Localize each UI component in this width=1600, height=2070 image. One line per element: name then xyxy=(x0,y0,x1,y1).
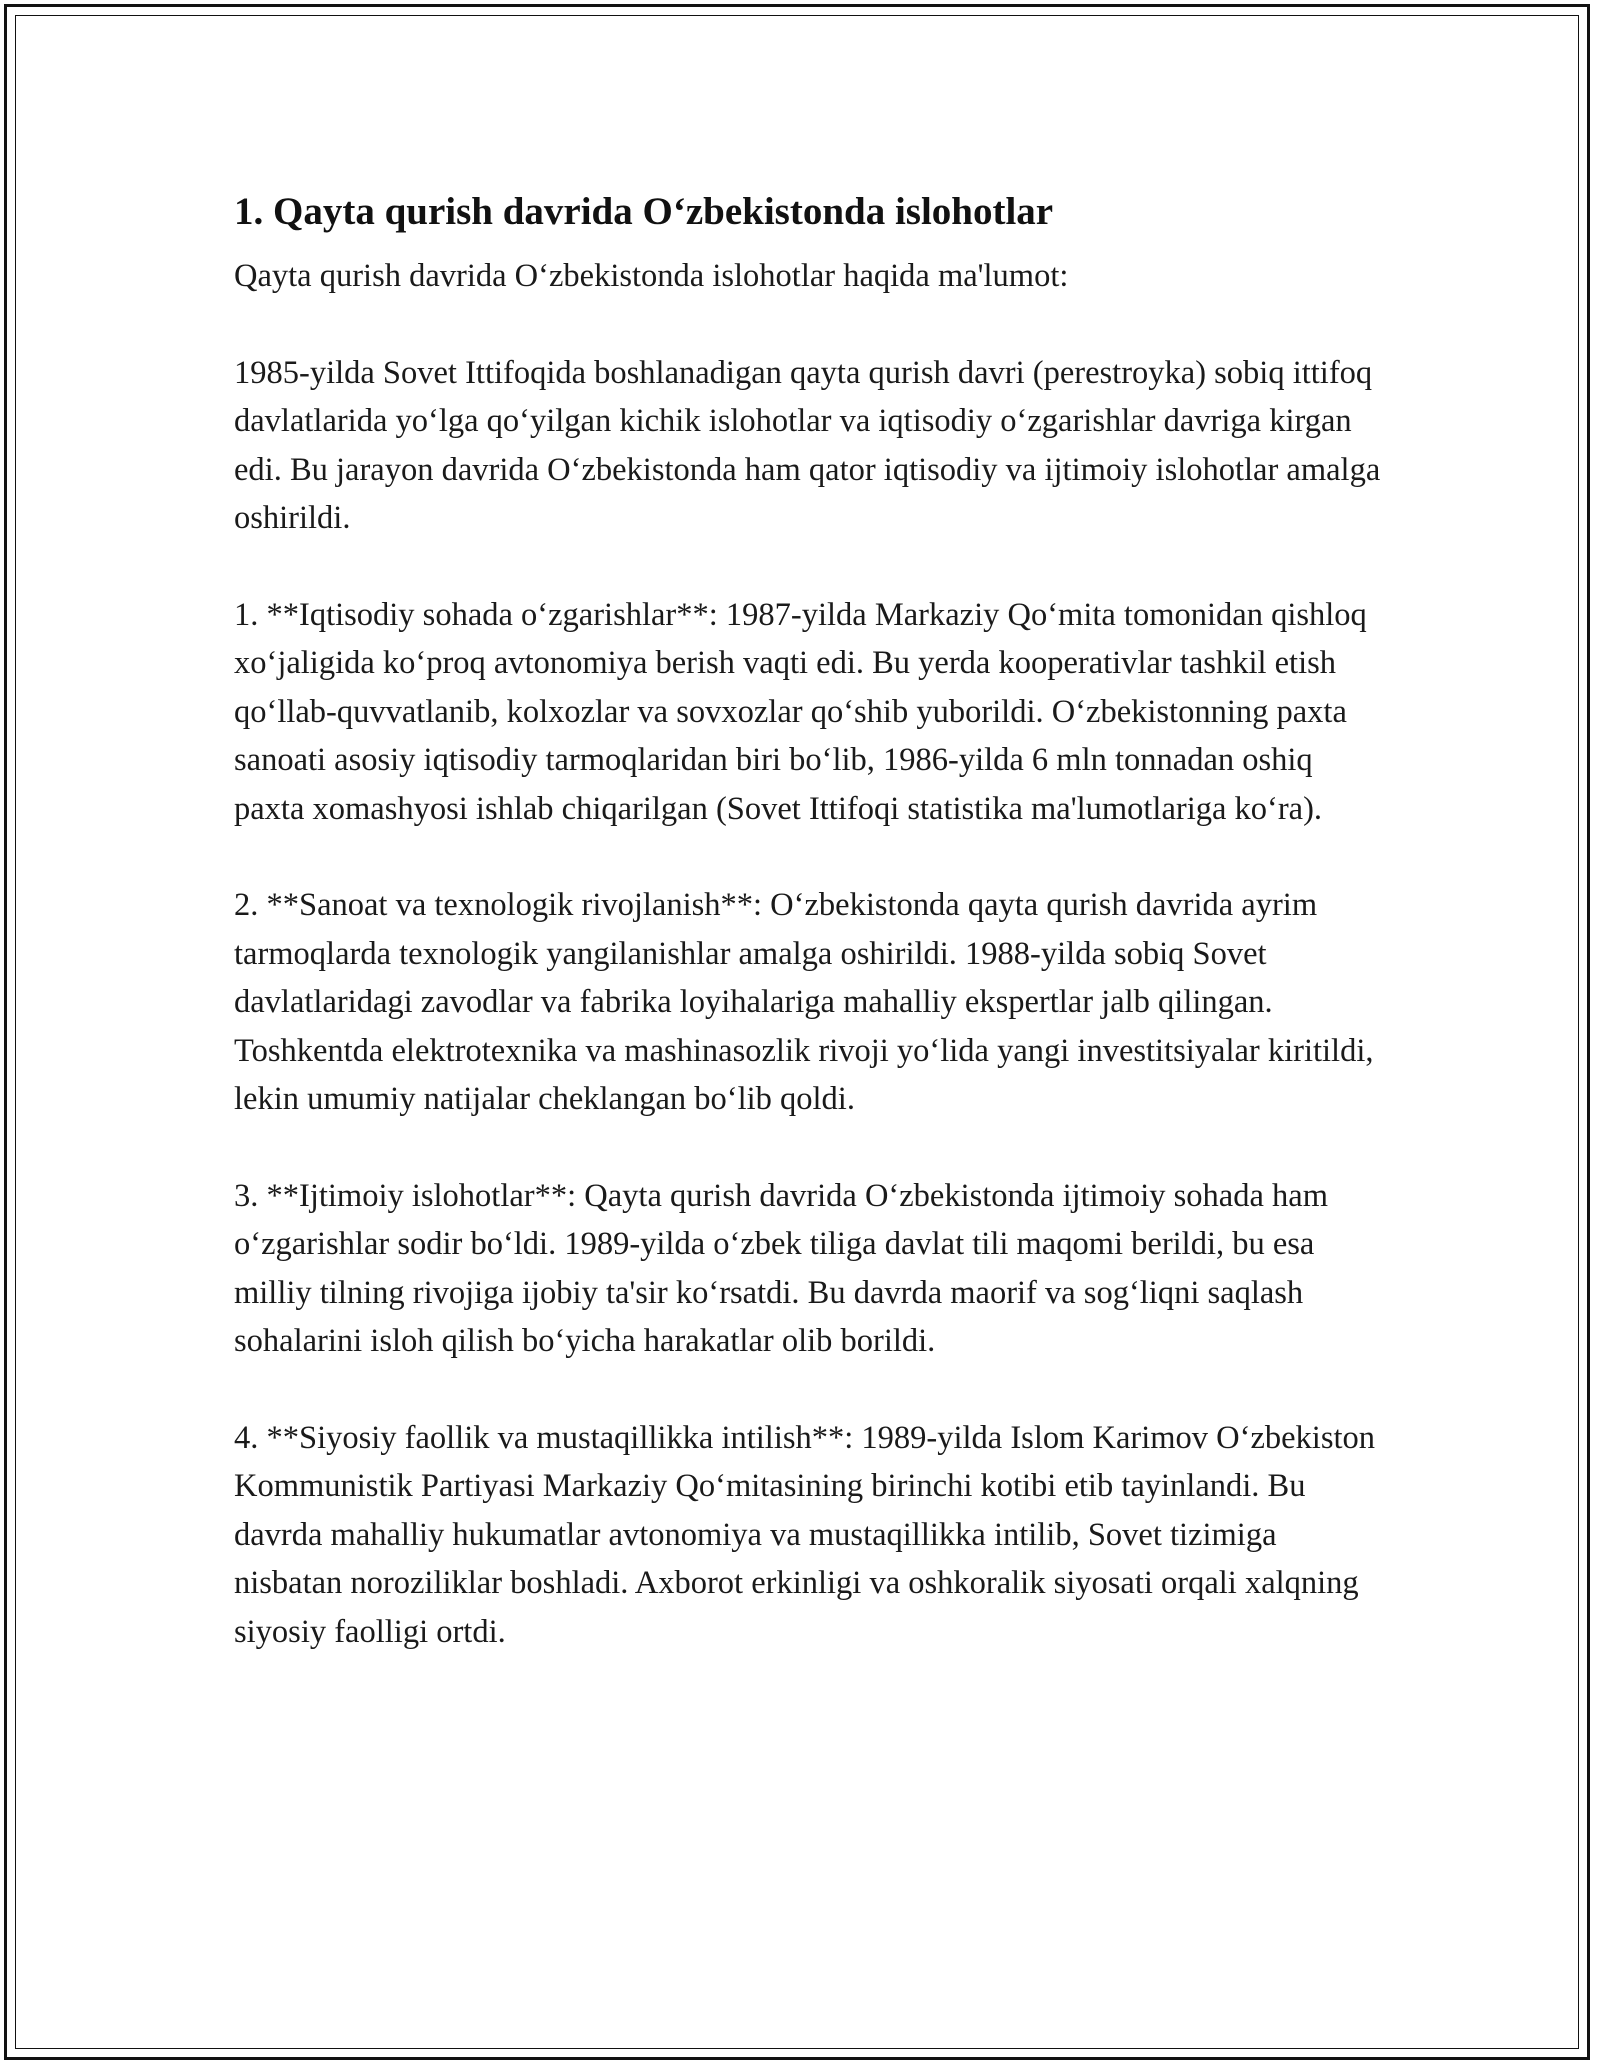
paragraph-social-reforms: 3. **Ijtimoiy islohotlar**: Qayta qurish davrida O‘zbekistonda ijtimoiy sohada ham o‘zgarishlar sodir bo‘ldi. 1989-yilda o‘zbek tiliga davlat tili maqomi berildi, bu esa milliy tilning rivojiga ijobiy ta'sir ko‘rsatdi. Bu davrda maorif va sog‘liqni saqlash sohalarini isloh qilish bo‘yicha harakatlar olib borildi. xyxy=(234,1177,1328,1359)
paragraph-overview: 1985-yilda Sovet Ittifoqida boshlanadigan qayta qurish davri (perestroyka) sobiq ittifoq davlatlarida yo‘lga qo‘yilgan kichik islohotlar va iqtisodiy o‘zgarishlar davriga kirgan edi. Bu jarayon davrida O‘zbekistonda ham qator iqtisodiy va ijtimoiy islohotlar amalga oshirildi. xyxy=(234,354,1381,536)
paragraph-political-activity: 4. **Siyosiy faollik va mustaqillikka intilish**: 1989-yilda Islom Karimov O‘zbekiston Kommunistik Partiyasi Markaziy Qo‘mitasining birinchi kotibi etib tayinlandi. Bu davrda mahalliy hukumatlar avtonomiya va mustaqillikka intilib, Sovet tizimiga nisbatan noroziliklar boshladi. Axborot erkinligi va oshkoralik siyosati orqali xalqning siyosiy faolligi ortdi. xyxy=(234,1419,1376,1650)
document-body xyxy=(234,186,1384,1704)
paragraph-industry-technology: 2. **Sanoat va texnologik rivojlanish**: O‘zbekistonda qayta qurish davrida ayrim tarmoqlarda texnologik yangilanishlar amalga oshirildi. 1988-yilda sobiq Sovet davlatlaridagi zavodlar va fabrika loyihalariga mahalliy ekspertlar jalb qilingan. Toshkentda elektrotexnika va mashinasozlik rivoji yo‘lida yangi investitsiyalar kiritildi, lekin umumiy natijalar cheklangan bo‘lib qoldi. xyxy=(234,887,1374,1117)
paragraph-economic-changes: 1. **Iqtisodiy sohada o‘zgarishlar**: 1987-yilda Markaziy Qo‘mita tomonidan qishloq xo‘jaligida ko‘proq avtonomiya berish vaqti edi. Bu yerda kooperativlar tashkil etish qo‘llab-quvvatlanib, kolxozlar va sovxozlar qo‘shib yuborildi. O‘zbekistonning paxta sanoati asosiy iqtisodiy tarmoqlaridan biri bo‘lib, 1986-yilda 6 mln tonnadan oshiq paxta xomashyosi ishlab chiqarilgan (Sovet Ittifoqi statistika ma'lumotlariga ko‘ra). xyxy=(234,596,1367,827)
intro-paragraph: Qayta qurish davrida O‘zbekistonda islohotlar haqida ma'lumot: xyxy=(234,258,1069,294)
document-title: 1. Qayta qurish davrida O‘zbekistonda islohotlar xyxy=(234,190,1054,233)
